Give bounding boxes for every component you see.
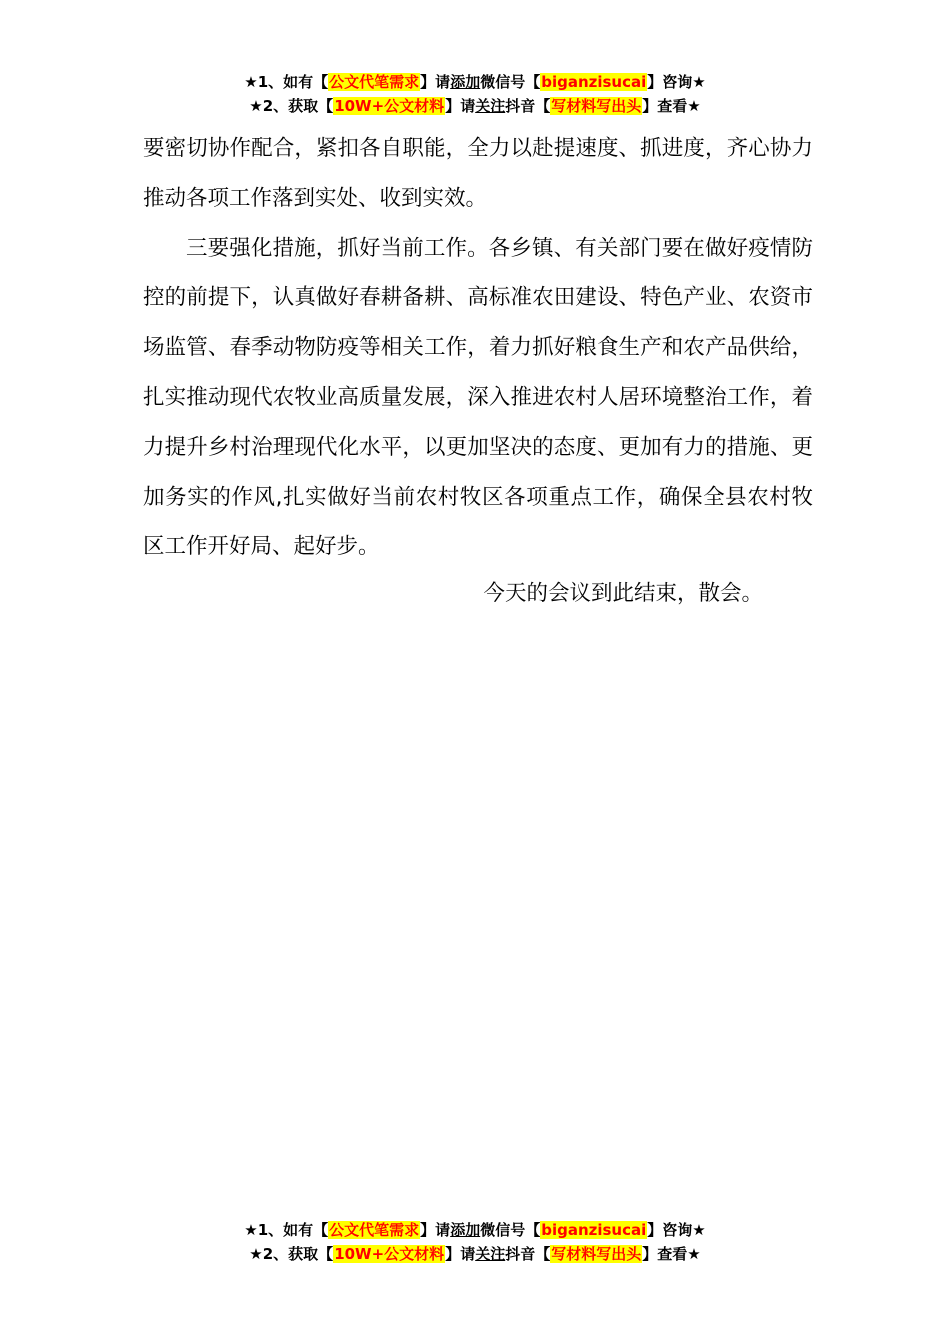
banner-text: ★1、如有【: [244, 1221, 329, 1239]
emphasis-add: 添加: [450, 1221, 481, 1239]
banner-text: 】请: [445, 97, 476, 115]
banner-text: 】查看★: [642, 1245, 701, 1263]
highlight-service: 公文代笔需求: [329, 73, 420, 91]
banner-text: 】请: [445, 1245, 476, 1263]
highlight-douyin-account: 写材料写出头: [551, 1245, 642, 1263]
banner-text: ★2、获取【: [249, 1245, 334, 1263]
header-banner: [0, 70, 950, 118]
paragraph-continued: 要密切协作配合，紧扣各自职能，全力以赴提速度、抓进度，齐心协力推动各项工作落到实处、收到实效。: [143, 136, 813, 211]
banner-text: 抖音【: [505, 97, 551, 115]
highlight-douyin-account: 写材料写出头: [551, 97, 642, 115]
highlight-materials: 10W+公文材料: [334, 1245, 445, 1263]
highlight-materials: 10W+公文材料: [334, 97, 445, 115]
banner-text: 】请: [420, 73, 451, 91]
banner-text: ★2、获取【: [249, 97, 334, 115]
paragraph-three: 三要强化措施，抓好当前工作。各乡镇、有关部门要在做好疫情防控的前提下，认真做好春耕备耕、高标准农田建设、特色产业、农资市场监管、春季动物防疫等相关工作，着力抓好粮食生产和农产品供给，扎实推动现代农牧业高质量发展，深入推进农村人居环境整治工作，着力提升乡村治理现代化水平，以更加坚决的态度、更加有力的措施、更加务实的作风,扎实做好当前农村牧区各项重点工作，确保全县农村牧区工作开好局、起好步。: [143, 235, 813, 560]
banner-text: 】查看★: [642, 97, 701, 115]
banner-text: 微信号【: [480, 1221, 541, 1239]
banner-text: 】请: [420, 1221, 451, 1239]
footer-banner-line-2: [0, 1242, 950, 1266]
footer-banner-line-1: [0, 1218, 950, 1242]
banner-text: 】咨询★: [647, 73, 706, 91]
closing-remark: 今天的会议到此结束，散会。: [483, 581, 763, 607]
header-banner-line-2: [0, 94, 950, 118]
highlight-wechat-id: biganzisucai: [541, 1221, 647, 1239]
banner-text: 微信号【: [480, 73, 541, 91]
banner-text: ★1、如有【: [244, 73, 329, 91]
emphasis-follow: 关注: [475, 97, 506, 115]
document-body: [143, 124, 813, 619]
emphasis-follow: 关注: [475, 1245, 506, 1263]
banner-text: 】咨询★: [647, 1221, 706, 1239]
footer-banner: [0, 1218, 950, 1266]
highlight-wechat-id: biganzisucai: [541, 73, 647, 91]
banner-text: 抖音【: [505, 1245, 551, 1263]
highlight-service: 公文代笔需求: [329, 1221, 420, 1239]
header-banner-line-1: [0, 70, 950, 94]
emphasis-add: 添加: [450, 73, 481, 91]
